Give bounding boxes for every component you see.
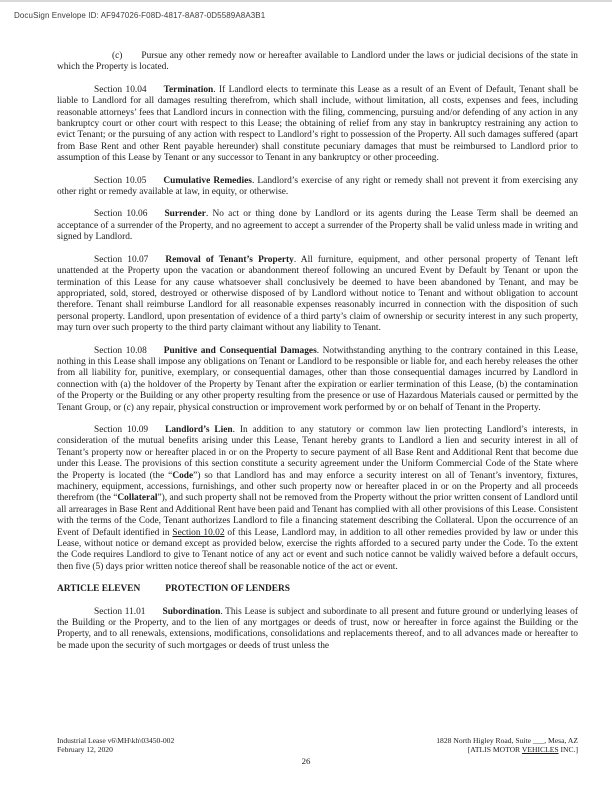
- section-11-01-text: . This Lease is subject and subordinate to all present and future ground or underlying leases of the Building or the Property, and to the lien of any mortgages or deeds of trust, now or hereafter in force against the Building or the Property, and to all renewals, extensions, modifications, consolidations and replacements thereof, and to all advances made or hereafter to be made upon the security of such mortgages or deeds of trust unless the: [57, 606, 578, 651]
- section-10-02-reference: Section 10.02: [172, 527, 225, 538]
- item-c-label: (c): [112, 51, 123, 61]
- footer-tenant-name-underlined: VEHICLES: [521, 745, 559, 755]
- section-10-04-text: . If Landlord elects to terminate this Lease as a result of an Event of Default, Tenant shall be liable to Landlord for all damages resulting therefrom, which shall include, without limitation, all costs, expenses and fees, including reasonable attorneys’ fees that Landlord incurs in connection with the filing, commencing, pursuing and/or defending of any action in any bankruptcy court or other court with respect to this Lease; the obtaining of relief from any stay in bankruptcy restraining any action to evict Tenant; or the pursuing of any action with respect to Landlord’s right to possession of the Property. All such damages suffered (apart from Base Rent and other Rent payable hereunder) shall constitute pecuniary damages that must be reimbursed to Landlord prior to assumption of this Lease by Tenant or any successor to Tenant in any bankruptcy or other proceeding.: [57, 84, 579, 164]
- article-eleven-number: ARTICLE ELEVEN: [57, 584, 141, 595]
- page-top-edge: [0, 0, 612, 2]
- section-10-07-label: Section 10.07: [94, 254, 149, 265]
- section-10-04: [57, 85, 578, 165]
- section-11-01-label: Section 11.01: [94, 606, 146, 617]
- section-10-05-text: . Landlord’s exercise of any right or remedy shall not prevent it from exercising any other right or remedy available at law, in equity, or otherwise.: [57, 175, 579, 198]
- article-eleven-heading: [57, 584, 578, 595]
- footer-document-date: February 12, 2020: [57, 745, 113, 755]
- defined-term-collateral: Collateral: [117, 493, 158, 504]
- section-10-08-text: . Notwithstanding anything to the contrary contained in this Lease, nothing in this Lease shall impose any obligations on Tenant or Landlord to be responsible or liable for, and each hereby releases the other from all liability for, punitive, exemplary, or consequential damages, other than those consequential damages incurred by Landlord in connection with (a) the holdover of the Property by Tenant after the expiration or earlier termination of this Lease, (b) the contamination of the Property or the Building or any other property resulting from the presence or use of Hazardous Materials caused or permitted by the Tenant Group, or (c) any repair, physical construction or improvement work performed by or on behalf of Tenant in the Property.: [57, 345, 578, 413]
- article-eleven-title: PROTECTION OF LENDERS: [165, 584, 290, 595]
- section-10-09-title: Landlord’s Lien: [165, 424, 233, 435]
- page-number: 26: [301, 756, 311, 766]
- section-10-06-label: Section 10.06: [94, 209, 148, 220]
- footer-left: [57, 736, 174, 755]
- section-10-07-title: Removal of Tenant’s Property: [165, 254, 294, 265]
- section-10-05: [57, 176, 578, 199]
- section-10-06: [57, 209, 578, 243]
- footer-tenant-name-prefix: [ATLIS MOTOR: [467, 745, 522, 755]
- section-11-01-title: Subordination: [162, 606, 221, 617]
- footer-tenant-name-suffix: INC.]: [558, 745, 578, 755]
- item-c-text: Pursue any other remedy now or hereafter available to Landlord under the laws or judicial decisions of the state in which the Property is located.: [57, 51, 578, 73]
- section-10-08: [57, 346, 578, 414]
- section-10-09-text-2: ”) so that Landlord has and may enforce a security interest on all of Tenant’s inventory, fixtures, machinery, equipment, accessions, furnishings, and other such property now or hereafter placed in or on the Property and all proceeds therefrom (the “: [57, 470, 579, 504]
- footer-document-reference: Industrial Lease v6\MH\kh\03450-002: [57, 736, 175, 745]
- section-10-09-text-4: of this Lease, Landlord may, in addition to all other remedies provided by law or under this Lease, without notice or demand except as provided below, exercise the rights afforded to a secured party under the Code. To the extent the Code requires Landlord to give to Tenant notice of any act or event and such notice cannot be validly waived before a default occurs, then five (5) days prior written notice thereof shall be reasonable notice of the act or event.: [57, 527, 579, 572]
- section-10-04-label: Section 10.04: [94, 84, 147, 95]
- footer-right: [436, 736, 578, 755]
- section-10-09-text-3: ”), and such property shall not be removed from the Property without the prior written consent of Landlord until all arrearages in Base Rent and Additional Rent have been paid and Tenant has complied with all other provisions of this Lease. Consistent with the terms of the Code, Tenant authorizes Landlord to file a financing statement describing the Collateral. Upon the occurrence of an Event of Default identified in: [57, 493, 578, 538]
- document-body: [57, 51, 578, 663]
- section-10-09-text-1: . In addition to any statutory or common law lien protecting Landlord’s interests, in consideration of the mutual benefits arising under this Lease, Tenant hereby grants to Landlord a lien and security interest in all of Tenant’s property now or hereafter placed in or on the Property to secure payment of all Base Rent and Additional Rent that become due under this Lease. The provisions of this section constitute a security agreement under the Uniform Commercial Code of the State where the Property is located (the “: [57, 424, 578, 481]
- footer-tenant-name: [436, 745, 578, 754]
- footer-property-address: 1828 North Higley Road, Suite ___, Mesa, AZ: [436, 736, 578, 745]
- section-10-05-label: Section 10.05: [94, 175, 147, 186]
- section-10-09-label: Section 10.09: [94, 424, 149, 435]
- section-10-06-title: Surrender: [164, 209, 206, 220]
- section-10-07-text: . All furniture, equipment, and other personal property of Tenant left unattended at the Property upon the vacation or abandonment thereof following an uncured Event by Default by Tenant or upon the termination of this Lease for any cause whatsoever shall conclusively be deemed to have been abandoned by Tenant, and may be appropriated, sold, stored, destroyed or otherwise disposed of by Landlord without notice to Tenant and without obligation to account therefore. Tenant shall reimburse Landlord for all reasonable expenses reasonably incurred in connection with the disposition of such personal property. Landlord, upon presentation of evidence of a third party’s claim of ownership or security interest in any such property, may turn over such property to the third party claimant without any liability to Tenant.: [57, 254, 578, 334]
- defined-term-code: Code: [172, 470, 194, 481]
- section-10-04-title: Termination: [163, 84, 214, 95]
- section-10-05-title: Cumulative Remedies: [163, 175, 252, 186]
- section-10-06-text: . No act or thing done by Landlord or its agents during the Lease Term shall be deemed an acceptance of a surrender of the Property, and no agreement to accept a surrender of the Property shall be valid unless made in writing and signed by Landlord.: [57, 209, 578, 243]
- section-10-08-title: Punitive and Consequential Damages: [163, 345, 317, 356]
- section-10-08-label: Section 10.08: [94, 345, 147, 356]
- section-11-01: [57, 607, 578, 653]
- section-10-09: [57, 425, 578, 573]
- section-10-07: [57, 255, 578, 335]
- paragraph-item-c: [57, 51, 578, 74]
- docusign-envelope-id: DocuSign Envelope ID: AF947026-F08D-4817-8A87-0D5589A8A3B1: [14, 11, 266, 20]
